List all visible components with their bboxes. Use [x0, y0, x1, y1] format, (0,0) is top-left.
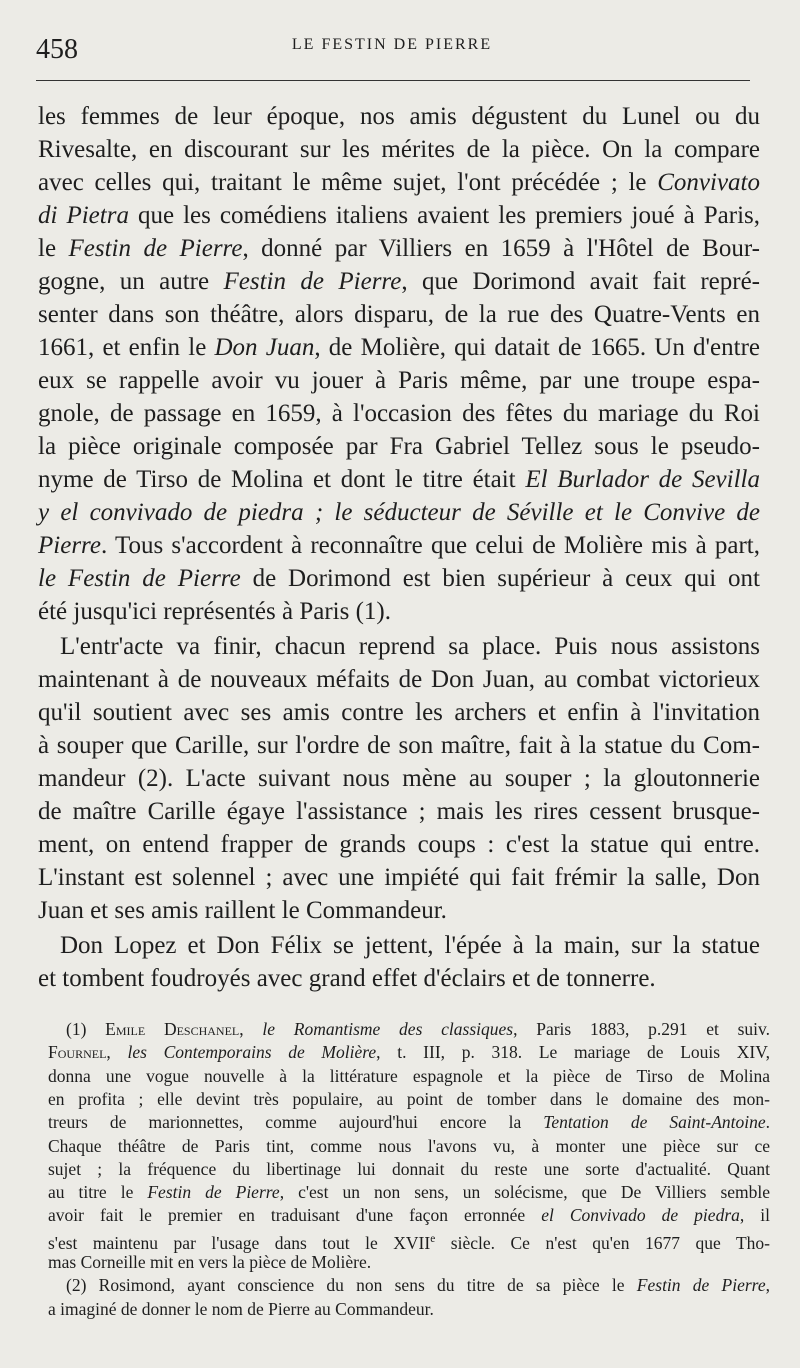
- text-line: Don Lopez et Don Félix se jettent, l'épée à la main, sur la statue: [60, 932, 760, 959]
- text-line: senter dans son théâtre, alors disparu, de la rue des Quatre-Vents en: [38, 301, 760, 328]
- text-line: avec celles qui, traitant le même sujet, l'ont précédée ; le Convivato: [38, 169, 760, 196]
- text-line: qu'il soutient avec ses amis contre les archers et enfin à l'invitation: [38, 699, 760, 726]
- footnote-line: sujet ; la fréquence du libertinage lui donnait du reste une sorte d'actualité. Quant: [48, 1159, 770, 1179]
- footnote-line: Fournel, les Contemporains de Molière, t. III, p. 318. Le mariage de Louis XIV,: [48, 1042, 770, 1062]
- footnote-line: en profita ; elle devint très populaire, au point de tomber dans le domaine des mon-: [48, 1089, 770, 1109]
- footnote-line: a imaginé de donner le nom de Pierre au Commandeur.: [48, 1299, 434, 1319]
- footnote-line: s'est maintenu par l'usage dans tout le XVIIe siècle. Ce n'est qu'en 1677 que Tho-: [48, 1232, 770, 1253]
- text-line: Juan et ses amis raillent le Commandeur.: [38, 897, 447, 924]
- text-line: nyme de Tirso de Molina et dont le titre était El Burlador de Sevilla: [38, 466, 760, 493]
- text-line: le Festin de Pierre, donné par Villiers en 1659 à l'Hôtel de Bour-: [38, 235, 761, 262]
- text-line: y el convivado de piedra ; le séducteur de Séville et le Convive de: [38, 499, 760, 526]
- text-line: Pierre. Tous s'accordent à reconnaître que celui de Molière mis à part,: [38, 532, 760, 559]
- footnote-line: treurs de marionnettes, comme aujourd'hui encore la Tentation de Saint-Antoine.: [48, 1112, 771, 1132]
- footnote-line: (2) Rosimond, ayant conscience du non sens du titre de sa pièce le Festin de Pierre,: [66, 1275, 770, 1295]
- text-line: gogne, un autre Festin de Pierre, que Dorimond avait fait repré-: [38, 268, 761, 295]
- text-line: à souper que Carille, sur l'ordre de son maître, fait à la statue du Com-: [38, 732, 760, 759]
- text-line: di Pietra que les comédiens italiens avaient les premiers joué à Paris,: [38, 202, 760, 229]
- text-line: les femmes de leur époque, nos amis dégustent du Lunel ou du: [38, 103, 760, 130]
- text-line: et tombent foudroyés avec grand effet d'éclairs et de tonnerre.: [38, 965, 656, 992]
- running-title: LE FESTIN DE PIERRE: [291, 36, 493, 53]
- text-line: de maître Carille égaye l'assistance ; mais les rires cessent brusque-: [38, 798, 760, 825]
- text-line: maintenant à de nouveaux méfaits de Don Juan, au combat victorieux: [38, 666, 760, 693]
- footnote-line: donna une vogue nouvelle à la littérature espagnole et la pièce de Tirso de Molina: [48, 1066, 770, 1086]
- footnote-line: au titre le Festin de Pierre, c'est un non sens, un solécisme, que De Villiers semble: [48, 1182, 771, 1202]
- page-header: [36, 30, 748, 70]
- footnote-line: Chaque théâtre de Paris tint, comme nous l'avons vu, à monter une pièce sur ce: [48, 1136, 770, 1156]
- text-line: été jusqu'ici représentés à Paris (1).: [38, 598, 391, 625]
- footnote-line: (1) Emile Deschanel, le Romantisme des classiques, Paris 1883, p.291 et suiv.: [66, 1019, 771, 1039]
- text-line: ment, on entend frapper de grands coups : c'est la statue qui entre.: [38, 831, 760, 858]
- footnote-line: avoir fait le premier en traduisant d'une façon erronnée el Convivado de piedra, il: [48, 1205, 771, 1225]
- header-rule: [36, 80, 750, 81]
- text-line: mandeur (2). L'acte suivant nous mène au souper ; la gloutonnerie: [38, 765, 760, 792]
- text-line: 1661, et enfin le Don Juan, de Molière, qui datait de 1665. Un d'entre: [38, 334, 761, 361]
- text-line: Rivesalte, en discourant sur les mérites de la pièce. On la compare: [38, 136, 760, 163]
- footnote-line: mas Corneille mit en vers la pièce de Molière.: [48, 1252, 372, 1272]
- text-line: L'instant est solennel ; avec une impiété qui fait frémir la salle, Don: [38, 864, 760, 891]
- text-line: eux se rappelle avoir vu jouer à Paris même, par une troupe espa-: [38, 367, 760, 394]
- page-number: 458: [36, 34, 78, 65]
- text-line: la pièce originale composée par Fra Gabriel Tellez sous le pseudo-: [38, 433, 760, 460]
- text-line: L'entr'acte va finir, chacun reprend sa place. Puis nous assistons: [60, 633, 760, 660]
- text-line: le Festin de Pierre de Dorimond est bien supérieur à ceux qui ont: [38, 565, 760, 592]
- text-line: gnole, de passage en 1659, à l'occasion des fêtes du mariage du Roi: [38, 400, 760, 427]
